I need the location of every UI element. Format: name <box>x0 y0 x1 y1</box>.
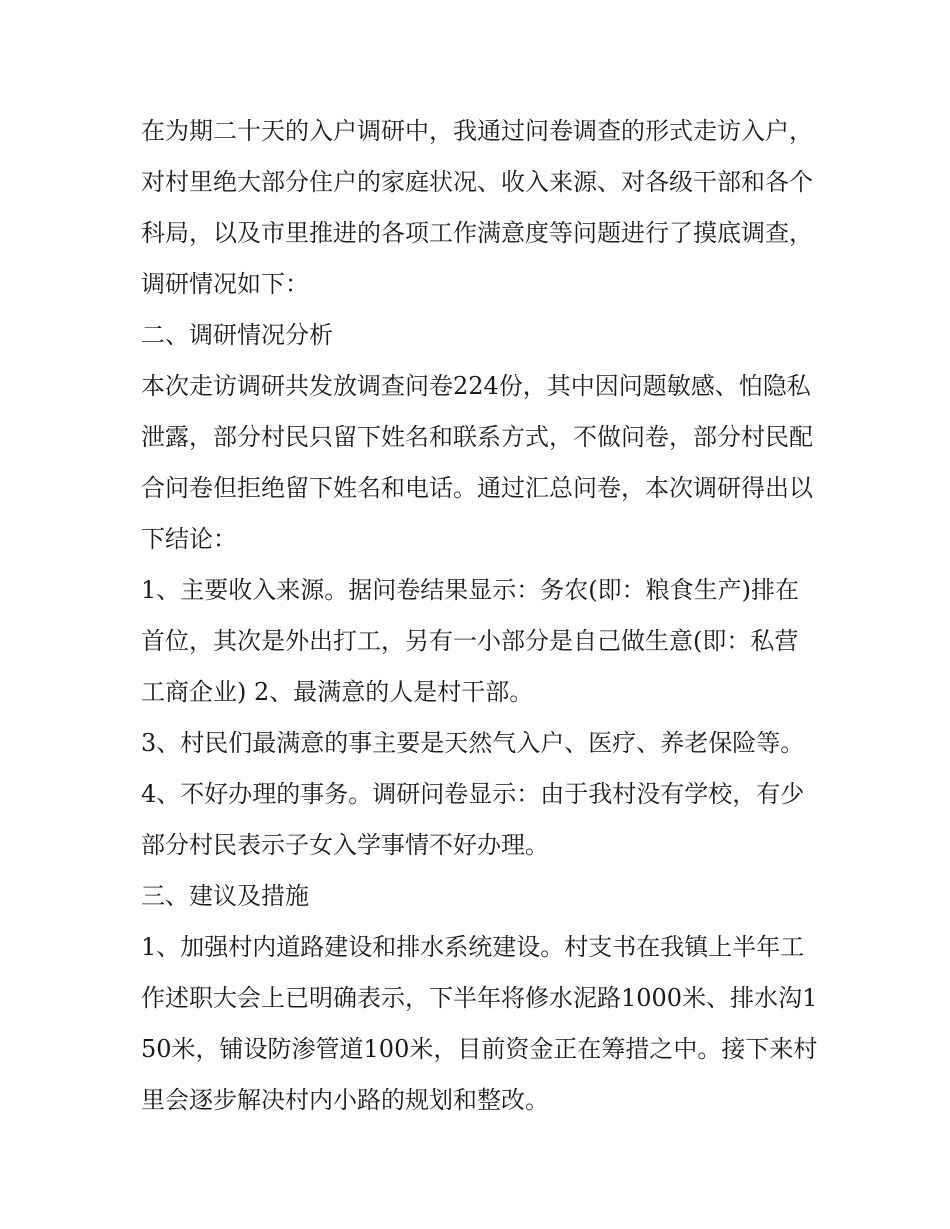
section-heading-suggestions: 三、建议及措施 <box>141 882 309 910</box>
document-body <box>141 106 821 1126</box>
paragraph-survey-summary: 本次走访调研共发放调查问卷224份，其中因问题敏感、怕隐私泄露，部分村民只留下姓名和联系方式，不做问卷，部分村民配合问卷但拒绝留下姓名和电话。通过汇总问卷，本次调研得出以下结论： <box>141 372 813 553</box>
paragraph-intro: 在为期二十天的入户调研中，我通过问卷调查的形式走访入户，对村里绝大部分住户的家庭状况、收入来源、对各级干部和各个科局，以及市里推进的各项工作满意度等问题进行了摸底调查，调研情况如下： <box>141 117 813 298</box>
section-heading-analysis: 二、调研情况分析 <box>141 321 333 349</box>
paragraph-income-source: 1、主要收入来源。据问卷结果显示：务农(即：粮食生产)排在首位，其次是外出打工，另有一小部分是自己做生意(即：私营工商企业) 2、最满意的人是村干部。 <box>141 576 799 706</box>
paragraph-road-construction: 1、加强村内道路建设和排水系统建设。村支书在我镇上半年工作述职大会上已明确表示，下半年将修水泥路1000米、排水沟150米，铺设防渗管道100米，目前资金正在筹措之中。接下来村里会逐步解决村内小路的规划和整改。 <box>141 933 818 1114</box>
paragraph-satisfaction: 3、村民们最满意的事主要是天然气入户、医疗、养老保险等。 4、不好办理的事务。调研问卷显示：由于我村没有学校，有少部分村民表示子女入学事情不好办理。 <box>141 729 805 859</box>
